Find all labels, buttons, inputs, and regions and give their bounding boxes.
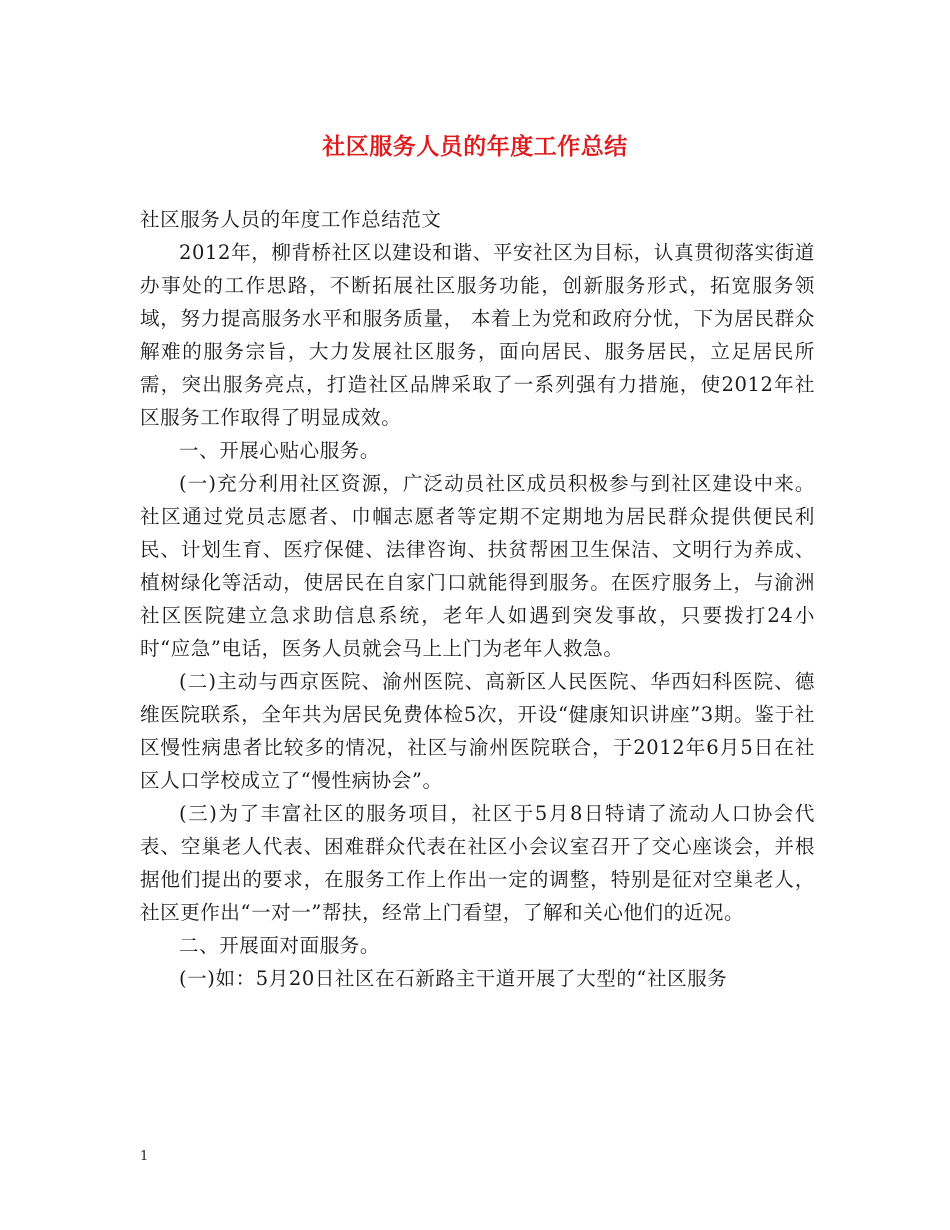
page-number: 1 (140, 1149, 149, 1164)
document-subtitle: 社区服务人员的年度工作总结范文 (140, 208, 442, 231)
paragraph-1-1: (一)充分利用社区资源，广泛动员社区成员积极参与到社区建设中来。社区通过党员志愿者、巾帼志愿者等定期不定期地为居民群众提供便民利民、计划生育、医疗保健、法律咨询、扶贫帮困卫生保洁、文明行为养成、植树绿化等活动，使居民在自家门口就能得到服务。在医疗服务上，与渝洲社区医院建立急求助信息系统，老年人如遇到突发事故，只要拨打24小时“应急”电话，医务人员就会马上上门为老年人救急。 (140, 472, 815, 660)
document-title: 社区服务人员的年度工作总结 (322, 134, 628, 160)
paragraph-1-3: (三)为了丰富社区的服务项目，社区于5月8日特请了流动人口协会代表、空巢老人代表、困难群众代表在社区小会议室召开了交心座谈会，并根据他们提出的要求，在服务工作上作出一定的调整，特别是征对空巢老人，社区更作出“一对一”帮扶，经常上门看望，了解和关心他们的近况。 (140, 802, 815, 924)
section-heading-1: 一、开展心贴心服务。 (179, 439, 381, 462)
paragraph-2-1: (一)如：5月20日社区在石新路主干道开展了大型的“社区服务 (179, 967, 728, 990)
paragraph-intro: 2012年，柳背桥社区以建设和谐、平安社区为目标，认真贯彻落实街道办事处的工作思路，不断拓展社区服务功能，创新服务形式，拓宽服务领域，努力提高服务水平和服务质量， 本着上为党和政府分忧，下为居民群众解难的服务宗旨，大力发展社区服务，面向居民、服务居民，立足居民所需，突出服务亮点，打造社区品牌采取了一系列强有力措施，使2012年社区服务工作取得了明显成效。 (140, 241, 815, 429)
section-heading-2: 二、开展面对面服务。 (179, 934, 381, 957)
document-body (140, 203, 815, 995)
paragraph-1-2: (二)主动与西京医院、渝州医院、高新区人民医院、华西妇科医院、德维医院联系，全年共为居民免费体检5次，开设“健康知识讲座”3期。鉴于社区慢性病患者比较多的情况，社区与渝州医院联合，于2012年6月5日在社区人口学校成立了“慢性病协会”。 (140, 670, 815, 792)
